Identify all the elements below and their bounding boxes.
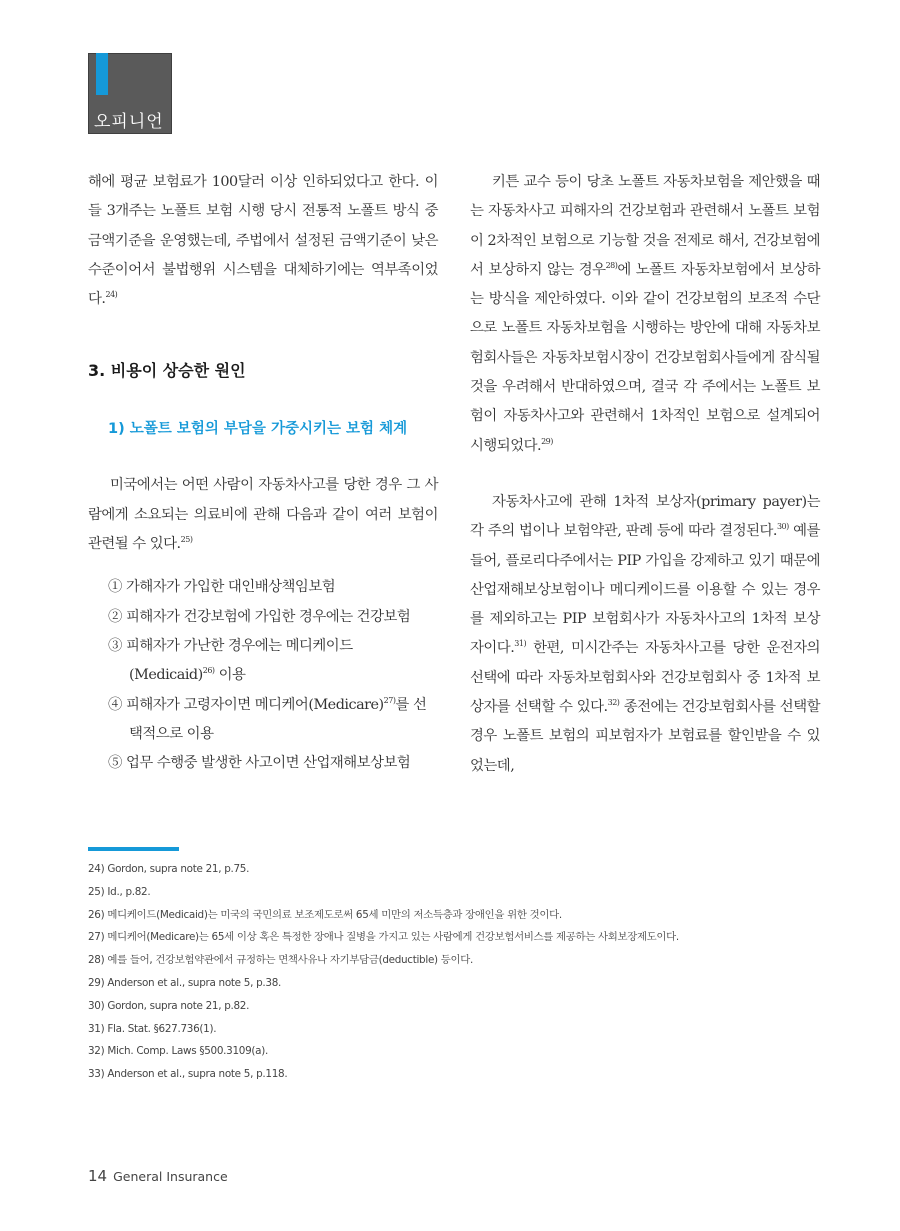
list-item: ③ 피해자가 가난한 경우에는 메디케이드(Medicaid)$^{26)}$ 이용	[108, 637, 353, 684]
footnote: 27) 메디케어(Medicare)는 65세 이상 혹은 특정한 장애나 질병을 가지고 있는 사람에게 건강보험서비스를 제공하는 사회보장제도이다.	[88, 931, 679, 944]
footnote: 33) Anderson et al., supra note 5, p.118.	[88, 1068, 288, 1081]
list-item: ④ 피해자가 고령자이면 메디케어(Medicare)$^{27)}$를 선택적으로 이용	[108, 695, 427, 742]
footnote: 24) Gordon, supra note 21, p.75.	[88, 863, 250, 875]
subsection-title: 1) 노폴트 보험의 부담을 가중시키는 보험 체계	[108, 421, 408, 438]
footnote: 31) Fla. Stat. §627.736(1).	[88, 1022, 217, 1035]
publication-name: General Insurance	[113, 1169, 228, 1184]
list-item: ⑤ 업무 수행중 발생한 사고이면 산업재해보상보험	[108, 755, 411, 772]
list-item: ① 가해자가 가입한 대인배상책임보험	[108, 579, 336, 596]
footnote-ref: 24)	[105, 290, 118, 300]
footnote: 26) 메디케이드(Medicaid)는 미국의 국민의료 보조제도로써 65세 미만의 저소득층과 장애인을 위한 것이다.	[88, 908, 562, 921]
paragraph: 해에 평균 보험료가 100달러 이상 인하되었다고 한다. 이들 3개주는 노폴트 보험 시행 당시 전통적 노폴트 방식 중 금액기준을 운영했는데, 주법에서 설정된 금액기준이 낮은 수준이어서 불법행위 시스템을 대체하기에는 역부족이었다.$^{24)}$	[88, 174, 438, 308]
section-title: 3. 비용이 상승한 원인	[88, 361, 246, 381]
paragraph: 자동차사고에 관해 1차적 보상자(primary payer)는 각 주의 법이나 보험약관, 판례 등에 따라 결정된다.$^{30)}$ 예를 들어, 플로리다주에서는 PIP 가입을 강제하고 있기 때문에 산업재해보상보험이나 메디케이드를 이용할 수 있는 경우를 제외하고는 PIP 보험회사가 자동차사고의 1차적 보상자이다.$^{31)}$ 한편, 미시간주는 자동차사고를 당한 운전자의 선택에 따라 자동차보험회사와 건강보험회사 중 1차적 보상자를 선택할 수 있다.$^{32)}$ 종전에는 건강보험회사를 선택할 경우 노폴트 보험의 피보험자가 보험료를 할인받을 수 있었는데,	[470, 493, 820, 774]
insurance-list	[88, 573, 438, 778]
section-label: 오피니언	[94, 112, 164, 132]
footnotes	[88, 858, 679, 1086]
footnote-divider	[88, 847, 179, 851]
footnote-ref: 25)	[180, 535, 193, 545]
header-accent-bar	[96, 53, 108, 95]
list-item: ② 피해자가 건강보험에 가입한 경우에는 건강보험	[108, 608, 411, 625]
footnote: 28) 예를 들어, 건강보험약관에서 규정하는 면책사유나 자기부담금(deductible) 등이다.	[88, 954, 474, 967]
footnote: 32) Mich. Comp. Laws §500.3109(a).	[88, 1045, 268, 1058]
page-footer	[88, 1166, 228, 1185]
footnote: 30) Gordon, supra note 21, p.82.	[88, 999, 250, 1012]
footnote: 25) Id., p.82.	[88, 885, 151, 898]
paragraph-gap	[470, 461, 820, 488]
left-column	[88, 168, 438, 778]
footnote: 29) Anderson et al., supra note 5, p.38.	[88, 976, 282, 989]
paragraph: 키튼 교수 등이 당초 노폴트 자동차보험을 제안했을 때는 자동차사고 피해자의 건강보험과 관련해서 노폴트 보험이 2차적인 보험으로 기능할 것을 전제로 해서, 건강보험에서 보상하지 않는 경우$^{28)}$에 노폴트 자동차보험에서 보상하는 방식을 제안하였다. 이와 같이 건강보험의 보조적 수단으로 노폴트 자동차보험을 시행하는 방안에 대해 자동차보험회사들은 자동차보험시장이 건강보험회사들에게 잠식될 것을 우려해서 반대하였으며, 결국 각 주에서는 노폴트 보험이 자동차사고와 관련해서 1차적인 보험으로 설계되어 시행되었다.$^{29)}$	[470, 174, 820, 454]
right-column	[470, 168, 820, 781]
paragraph: 미국에서는 어떤 사람이 자동차사고를 당한 경우 그 사람에게 소요되는 의료비에 관해 다음과 같이 여러 보험이 관련될 수 있다.$^{25)}$	[88, 477, 438, 553]
page-number: 14	[88, 1167, 108, 1185]
